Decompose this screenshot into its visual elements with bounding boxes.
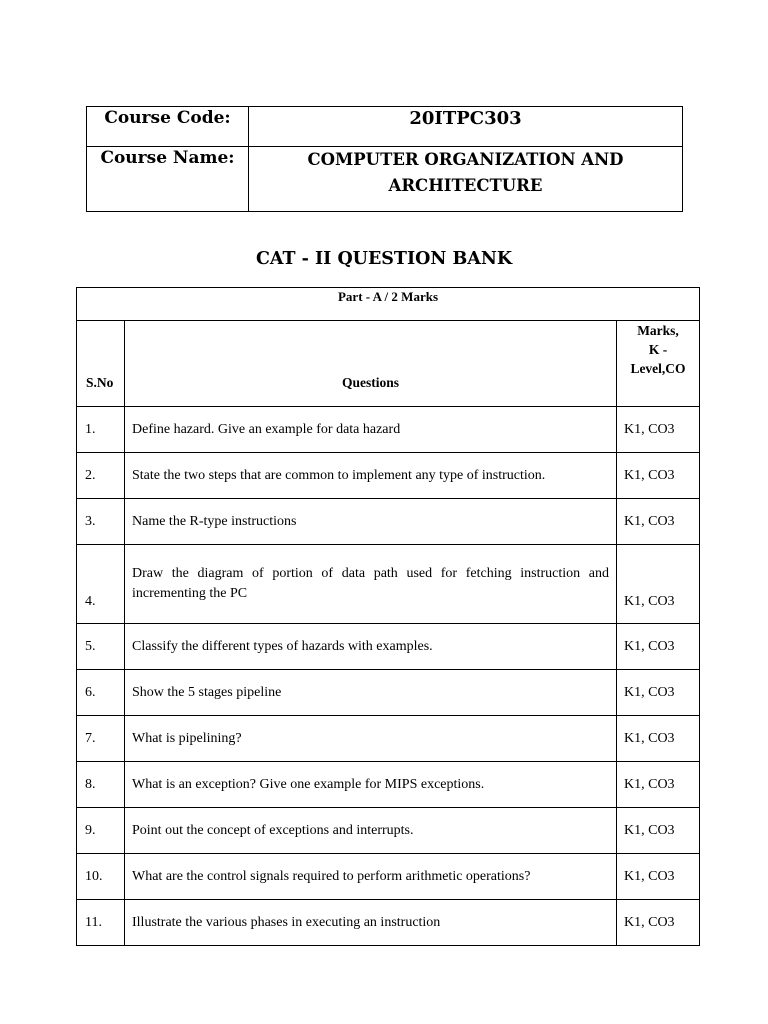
table-row [77, 407, 700, 453]
row-marks: K1, CO3 [617, 545, 700, 624]
table-row [77, 762, 700, 808]
course-info-table [86, 106, 683, 212]
table-row [77, 808, 700, 854]
table-row [77, 545, 700, 624]
row-question: What are the control signals required to perform arithmetic operations? [125, 854, 617, 900]
row-sno: 1. [77, 407, 125, 453]
table-row [77, 854, 700, 900]
table-row [77, 453, 700, 499]
row-marks: K1, CO3 [617, 670, 700, 716]
table-row [77, 670, 700, 716]
row-marks: K1, CO3 [617, 854, 700, 900]
marks-header-line3: Level,CO [630, 361, 686, 376]
row-marks: K1, CO3 [617, 624, 700, 670]
row-question: Draw the diagram of portion of data path used for fetching instruction and incrementing the PC [125, 545, 617, 624]
row-sno: 7. [77, 716, 125, 762]
row-sno: 6. [77, 670, 125, 716]
row-sno: 9. [77, 808, 125, 854]
row-sno: 10. [77, 854, 125, 900]
row-sno: 5. [77, 624, 125, 670]
header-row [77, 321, 700, 407]
course-name-label: Course Name: [87, 147, 249, 212]
row-question: Show the 5 stages pipeline [125, 670, 617, 716]
course-name-line2: ARCHITECTURE [388, 176, 543, 195]
questions-header: Questions [125, 321, 617, 407]
row-marks: K1, CO3 [617, 900, 700, 946]
row-question: State the two steps that are common to implement any type of instruction. [125, 453, 617, 499]
sno-header: S.No [77, 321, 125, 407]
row-question: Define hazard. Give an example for data hazard [125, 407, 617, 453]
part-heading-row [77, 288, 700, 321]
row-sno: 11. [77, 900, 125, 946]
marks-header-line1: Marks, [637, 323, 679, 338]
row-sno: 8. [77, 762, 125, 808]
table-row [77, 900, 700, 946]
part-heading: Part - A / 2 Marks [77, 288, 700, 321]
course-code-label: Course Code: [87, 107, 249, 147]
course-code-row [87, 107, 683, 147]
question-bank-title: CAT - II QUESTION BANK [255, 249, 513, 269]
question-rows [77, 407, 700, 946]
row-question: Name the R-type instructions [125, 499, 617, 545]
table-row [77, 716, 700, 762]
row-marks: K1, CO3 [617, 808, 700, 854]
row-marks: K1, CO3 [617, 407, 700, 453]
row-marks: K1, CO3 [617, 453, 700, 499]
row-marks: K1, CO3 [617, 762, 700, 808]
row-question: Illustrate the various phases in executing an instruction [125, 900, 617, 946]
course-name-row [87, 147, 683, 212]
table-row [77, 499, 700, 545]
row-sno: 2. [77, 453, 125, 499]
row-question: What is pipelining? [125, 716, 617, 762]
marks-header [617, 321, 700, 407]
row-marks: K1, CO3 [617, 499, 700, 545]
row-sno: 3. [77, 499, 125, 545]
row-question: Point out the concept of exceptions and interrupts. [125, 808, 617, 854]
course-name-value [249, 147, 683, 212]
row-sno: 4. [77, 545, 125, 624]
row-marks: K1, CO3 [617, 716, 700, 762]
course-name-line1: COMPUTER ORGANIZATION AND [307, 150, 624, 169]
marks-header-line2: K - [648, 342, 668, 357]
row-question: What is an exception? Give one example for MIPS exceptions. [125, 762, 617, 808]
row-question: Classify the different types of hazards with examples. [125, 624, 617, 670]
question-table [76, 287, 700, 946]
course-code-value: 20ITPC303 [249, 107, 683, 147]
table-row [77, 624, 700, 670]
